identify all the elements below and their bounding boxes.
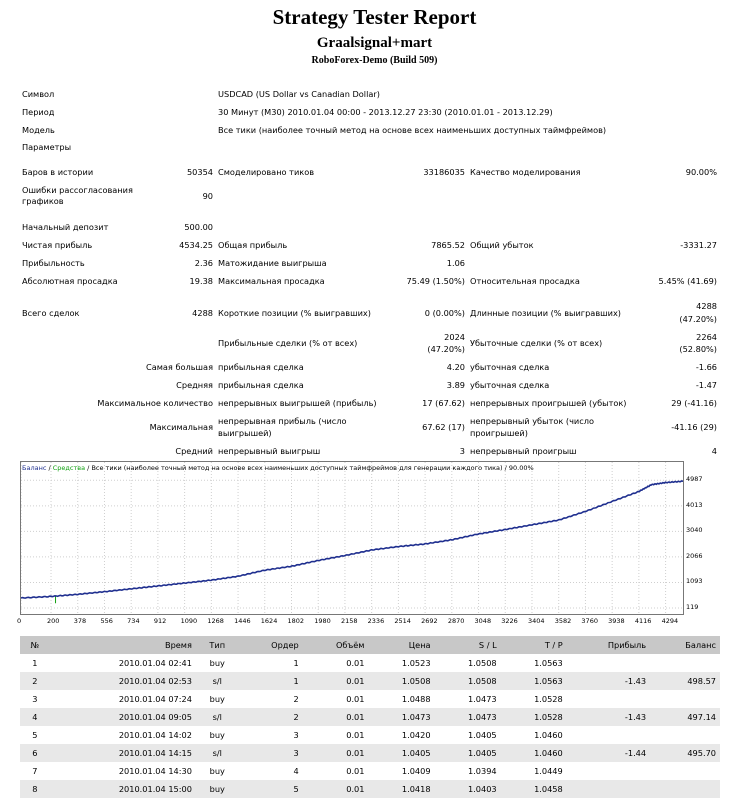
table-cell: 1.0528 [501,690,567,708]
table-cell: 2010.01.04 14:02 [50,726,196,744]
avg-cons-loss-label: непрерывный проигрыш [470,446,577,456]
table-cell: 1.0563 [501,654,567,672]
table-cell: 1.0508 [435,672,501,690]
deposit-value: 500.00 [184,222,213,232]
max-loss-series-label-1: непрерывный убыток (число [470,416,594,426]
table-cell: buy [196,780,239,798]
table-cell: 1.0460 [501,726,567,744]
column-header: № [20,636,50,654]
y-tick-label: 4013 [686,500,703,509]
table-cell: 2010.01.04 15:00 [50,780,196,798]
y-tick-label: 119 [686,603,699,611]
max-cons-win-label: непрерывных выигрышей (прибыль) [218,398,377,408]
table-cell: 1.0449 [501,762,567,780]
payoff-label: Матожидание выигрыша [218,258,327,268]
table-row [20,744,720,762]
avg-win-label: прибыльная сделка [218,380,304,390]
symbol-value: USDCAD (US Dollar vs Canadian Dollar) [218,89,380,99]
table-cell: 2 [239,690,303,708]
table-cell: 4 [239,762,303,780]
errors-label: Ошибки рассогласования графиков [22,185,133,206]
x-tick-label: 1268 [207,617,224,625]
win-trades-label: Прибыльные сделки (% от всех) [218,338,358,348]
x-tick-label: 4116 [634,617,652,625]
table-cell: 1.0409 [368,762,434,780]
table-cell: 1.0405 [435,726,501,744]
x-tick-label: 734 [127,617,140,625]
table-cell: s/l [196,708,239,726]
x-tick-label: 3404 [527,617,545,625]
table-cell: 5 [239,780,303,798]
table-cell: -1.44 [567,744,650,762]
table-cell: 1.0488 [368,690,434,708]
balance-chart [20,461,684,615]
table-cell: 0.01 [303,690,369,708]
table-cell: buy [196,654,239,672]
short-label: Короткие позиции (% выигравших) [218,308,371,318]
x-tick-label: 1802 [287,617,305,625]
table-row [20,654,720,672]
column-header: Объём [303,636,369,654]
table-row [20,690,720,708]
x-tick-label: 2514 [394,617,411,625]
table-cell: 1.0473 [368,708,434,726]
max-dd-value: 75.49 (1.50%) [406,276,465,286]
gross-loss-value: -3331.27 [680,240,717,250]
largest-loss-value: -1.66 [695,362,717,372]
gross-loss-label: Общий убыток [470,240,534,250]
table-cell: 0.01 [303,744,369,762]
table-cell: 1.0405 [368,744,434,762]
table-cell: 1.0403 [435,780,501,798]
table-cell [650,780,720,798]
net-label: Чистая прибыль [22,240,93,250]
table-cell: 1 [239,672,303,690]
rel-dd-label: Относительная просадка [470,276,580,286]
largest-win-value: 4.20 [446,362,465,372]
table-cell: 2010.01.04 07:24 [50,690,196,708]
table-row [20,708,720,726]
table-cell: 2 [20,672,50,690]
gross-profit-value: 7865.52 [431,240,465,250]
column-header: Тип [196,636,239,654]
max-cons-win-value: 17 (67.62) [422,398,465,408]
max-count-label: Максимальное количество [97,398,213,408]
table-cell: 0.01 [303,672,369,690]
table-cell: 2010.01.04 02:53 [50,672,196,690]
quality-label: Качество моделирования [470,167,581,177]
x-tick-label: 3226 [501,617,518,625]
table-cell: s/l [196,744,239,762]
avg-loss-value: -1.47 [695,380,717,390]
table-cell: 7 [20,762,50,780]
avg-cons-loss-value: 4 [711,446,717,456]
table-cell: buy [196,726,239,744]
y-tick-label: 4987 [686,475,703,484]
max-loss-series-label-2: проигрышей) [470,428,528,438]
long-value-pct: (47.20%) [679,314,717,324]
deposit-label: Начальный депозит [22,222,109,232]
table-cell: 0.01 [303,780,369,798]
table-row [20,780,720,798]
trades-value: 4288 [192,308,213,318]
model-label: Модель [22,125,55,135]
x-tick-label: 4294 [661,617,679,625]
table-row [20,726,720,744]
table-cell: -1.43 [567,708,650,726]
y-tick-label: 2066 [686,551,703,560]
y-tick-label: 1093 [686,577,703,586]
table-cell: 1.0460 [501,744,567,762]
table-row [20,762,720,780]
table-cell: 497.14 [650,708,720,726]
rel-dd-value: 5.45% (41.69) [658,276,717,286]
table-cell: 1.0405 [435,744,501,762]
table-header-row [20,636,720,654]
loss-trades-count: 2264 [696,332,717,342]
max-cons-loss-value: 29 (-41.16) [671,398,717,408]
x-tick-label: 1624 [260,617,278,625]
table-cell: -1.43 [567,672,650,690]
table-cell: 3 [239,744,303,762]
server-name: RoboForex-Demo (Build 509) [311,55,438,66]
table-cell: 1.0394 [435,762,501,780]
table-cell: 1.0458 [501,780,567,798]
period-value: 30 Минут (M30) 2010.01.04 00:00 - 2013.12.27 23:30 (2010.01.01 - 2013.12.29) [218,107,553,117]
column-header: S / L [435,636,501,654]
pf-label: Прибыльность [22,258,85,268]
gross-profit-label: Общая прибыль [218,240,288,250]
table-cell: 6 [20,744,50,762]
table-cell: 1.0473 [435,690,501,708]
x-tick-label: 378 [73,617,87,625]
largest-label: Самая большая [145,362,213,372]
table-cell [567,654,650,672]
report-title: Strategy Tester Report [272,5,477,29]
table-cell: 495.70 [650,744,720,762]
legend-equity: Средства [52,464,86,472]
x-tick-label: 3938 [608,617,625,625]
table-cell: 1 [20,654,50,672]
table-cell [650,690,720,708]
chart-legend: Баланс / Средства / Все тики (наиболее точный метод на основе всех наименьших доступных таймфреймов для генерации каждого тика) / 90.00% [22,464,534,472]
x-tick-label: 2158 [340,617,358,625]
x-tick-label: 1446 [234,617,251,625]
table-cell: 1.0508 [368,672,434,690]
max-profit-series-label-2: выигрышей) [218,428,272,438]
deals-table [20,636,720,798]
table-cell [567,780,650,798]
table-cell: 5 [20,726,50,744]
table-cell: 0.01 [303,654,369,672]
table-cell: 3 [239,726,303,744]
average-label: Средняя [176,380,213,390]
loss-trades-pct: (52.80%) [679,344,717,354]
max-dd-label: Максимальная просадка [218,276,325,286]
quality-value: 90.00% [685,167,717,177]
bars-label: Баров в истории [22,167,94,177]
abs-dd-label: Абсолютная просадка [22,276,118,286]
table-cell: 2010.01.04 09:05 [50,708,196,726]
win-trades-count: 2024 [444,332,465,342]
avg-cons-win-label: непрерывный выигрыш [218,446,321,456]
table-cell: 1 [239,654,303,672]
table-cell: 8 [20,780,50,798]
max-profit-series-label-1: непрерывная прибыль (число [218,416,347,426]
x-tick-label: 2336 [367,617,385,625]
largest-win-label: прибыльная сделка [218,362,304,372]
table-cell: 0.01 [303,762,369,780]
table-cell: 1.0528 [501,708,567,726]
x-tick-label: 3760 [581,617,598,625]
pf-value: 2.36 [194,258,213,268]
max-cons-loss-label: непрерывных проигрышей (убыток) [470,398,627,408]
short-value: 0 (0.00%) [424,308,465,318]
table-cell: 1.0473 [435,708,501,726]
max-loss-series-value: -41.16 (29) [671,422,717,432]
table-cell: 1.0523 [368,654,434,672]
column-header: Баланс [650,636,720,654]
legend-model: Все тики (наиболее точный метод на основе всех наименьших доступных таймфреймов для генерации каждого тика) / 90.00% [91,464,534,472]
x-tick-label: 2870 [447,617,465,625]
table-cell: 1.0418 [368,780,434,798]
period-label: Период [22,107,55,117]
table-cell: s/l [196,672,239,690]
avg-win-value: 3.89 [446,380,465,390]
table-cell: 0.01 [303,708,369,726]
x-tick-label: 912 [153,617,167,625]
params-label: Параметры [22,142,72,152]
table-row [20,672,720,690]
table-cell: 2010.01.04 14:15 [50,744,196,762]
table-cell: 1.0420 [368,726,434,744]
x-tick-label: 556 [100,617,113,625]
table-cell [650,654,720,672]
net-value: 4534.25 [179,240,213,250]
model-value: Все тики (наиболее точный метод на основе всех наименьших доступных таймфреймов) [218,125,607,135]
table-cell: 4 [20,708,50,726]
x-tick-label: 1090 [180,617,198,625]
table-cell: 2010.01.04 02:41 [50,654,196,672]
table-cell [567,726,650,744]
x-tick-label: 0 [17,617,22,625]
ticks-label: Смоделировано тиков [218,167,315,177]
x-tick-label: 1980 [314,617,331,625]
avg-cons-win-value: 3 [459,446,465,456]
table-cell [567,690,650,708]
table-cell: 0.01 [303,726,369,744]
legend-balance: Баланс [22,464,47,472]
abs-dd-value: 19.38 [189,276,213,286]
payoff-value: 1.06 [446,258,465,268]
balance-chart-svg [21,462,683,614]
table-cell [650,762,720,780]
x-tick-label: 3048 [474,617,492,625]
column-header: T / P [501,636,567,654]
long-value-count: 4288 [696,301,717,311]
max-profit-series-value: 67.62 (17) [422,422,465,432]
table-cell [650,726,720,744]
column-header: Цена [368,636,434,654]
column-header: Прибыль [567,636,650,654]
ticks-value: 33186035 [423,167,465,177]
table-cell: 1.0563 [501,672,567,690]
x-tick-label: 3582 [554,617,572,625]
trades-label: Всего сделок [22,308,80,318]
x-tick-label: 200 [47,617,60,625]
table-cell: buy [196,690,239,708]
bars-value: 50354 [186,167,213,177]
loss-trades-label: Убыточные сделки (% от всех) [470,338,603,348]
largest-loss-label: убыточная сделка [470,362,550,372]
symbol-label: Символ [22,89,55,99]
table-cell: 498.57 [650,672,720,690]
maximal-label: Максимальная [149,422,213,432]
table-cell: 3 [20,690,50,708]
table-cell: 2 [239,708,303,726]
table-cell: 2010.01.04 14:30 [50,762,196,780]
mean-label: Средний [175,446,213,456]
win-trades-pct: (47.20%) [427,344,465,354]
table-cell: buy [196,762,239,780]
table-cell: 1.0508 [435,654,501,672]
y-tick-label: 3040 [686,526,703,535]
errors-value: 90 [202,191,213,201]
long-label: Длинные позиции (% выигравших) [470,308,621,318]
column-header: Ордер [239,636,303,654]
column-header: Время [50,636,196,654]
expert-name: Graalsignal+mart [316,35,433,51]
balance-series-line [21,481,683,598]
avg-loss-label: убыточная сделка [470,380,550,390]
x-tick-label: 2692 [421,617,438,625]
table-cell [567,762,650,780]
